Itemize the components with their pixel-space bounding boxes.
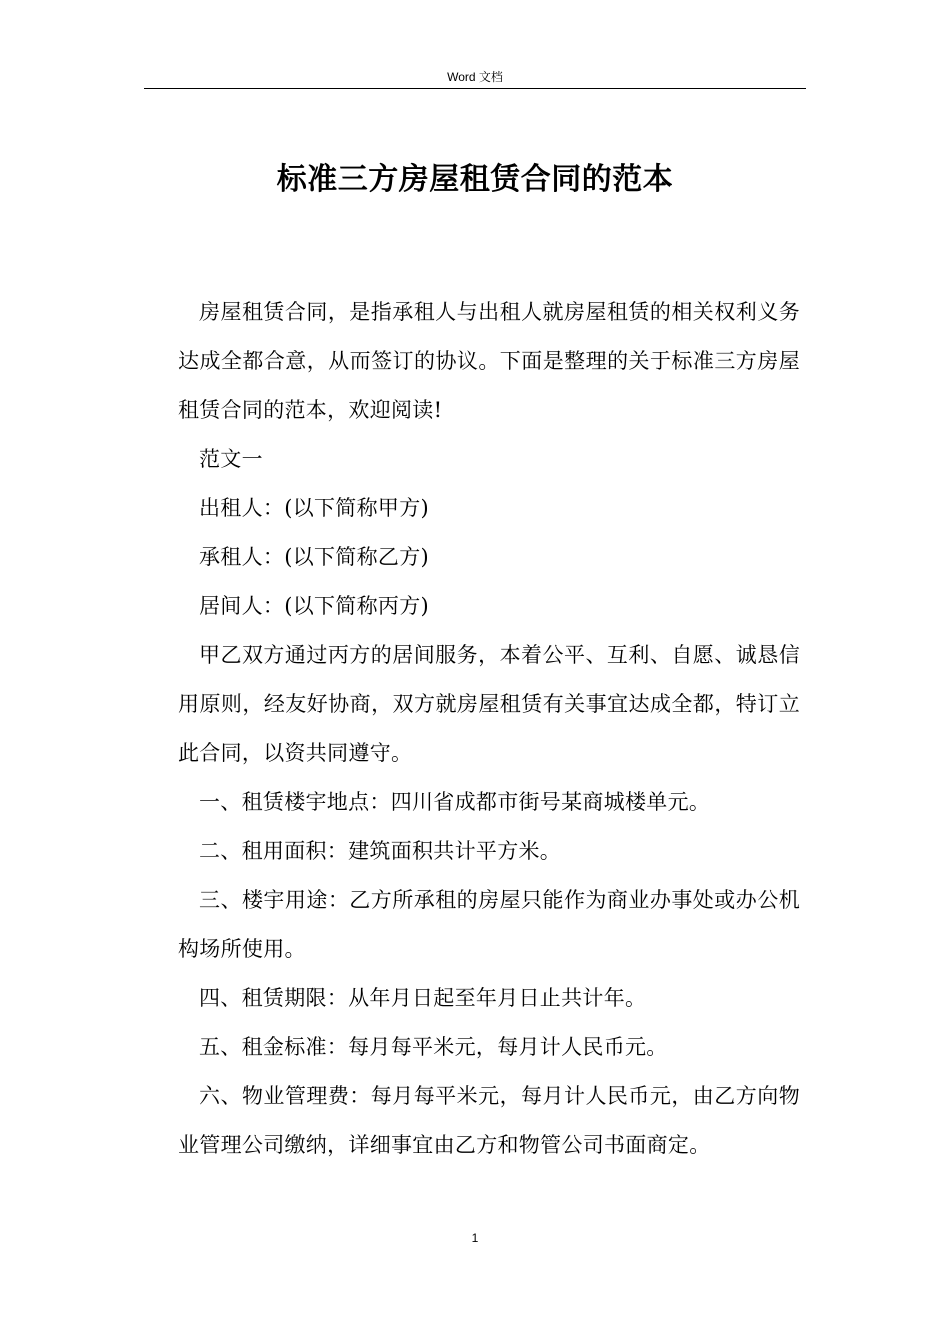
page-number: 1 — [471, 1231, 479, 1245]
document-body — [178, 288, 800, 1170]
paragraph-intro: 房屋租赁合同，是指承租人与出租人就房屋租赁的相关权利义务达成全都合意，从而签订的协议。下面是整理的关于标准三方房屋租赁合同的范本，欢迎阅读! — [178, 300, 800, 422]
paragraph-clause-3: 三、楼宇用途：乙方所承租的房屋只能作为商业办事处或办公机构场所使用。 — [178, 888, 800, 961]
paragraph-sample-heading: 范文一 — [199, 447, 263, 471]
paragraph-preamble: 甲乙双方通过丙方的居间服务，本着公平、互利、自愿、诚恳信用原则，经友好协商，双方就房屋租赁有关事宜达成全都，特订立此合同，以资共同遵守。 — [178, 643, 800, 765]
paragraph-lessor: 出租人：(以下简称甲方) — [199, 496, 429, 520]
paragraph-lessee: 承租人：(以下简称乙方) — [199, 545, 429, 569]
paragraph-clause-2: 二、租用面积：建筑面积共计平方米。 — [199, 839, 562, 863]
header-text: Word 文档 — [447, 70, 503, 84]
paragraph-clause-6: 六、物业管理费：每月每平米元，每月计人民币元，由乙方向物业管理公司缴纳，详细事宜由乙方和物管公司书面商定。 — [178, 1084, 800, 1157]
paragraph-intermediary: 居间人：(以下简称丙方) — [199, 594, 429, 618]
page-header — [144, 66, 806, 89]
paragraph-clause-5: 五、租金标准：每月每平米元，每月计人民币元。 — [199, 1035, 668, 1059]
document-title: 标准三方房屋租赁合同的范本 — [276, 162, 674, 197]
paragraph-clause-4: 四、租赁期限：从年月日起至年月日止共计年。 — [199, 986, 647, 1010]
paragraph-clause-1: 一、租赁楼宇地点：四川省成都市街号某商城楼单元。 — [199, 790, 711, 814]
